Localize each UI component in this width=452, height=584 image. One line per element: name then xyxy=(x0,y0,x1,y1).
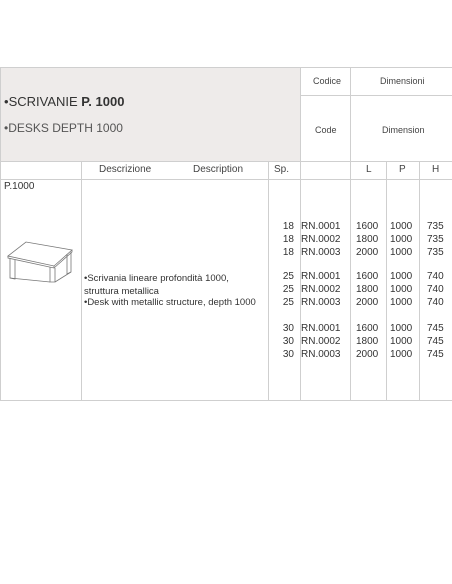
section-label: P.1000 xyxy=(4,181,35,192)
cell-code: RN.0002 xyxy=(301,284,341,295)
cell-sp: 30 xyxy=(282,349,294,360)
cell-sp: 18 xyxy=(282,234,294,245)
col-l: L xyxy=(366,164,372,175)
cell-sp: 18 xyxy=(282,221,294,232)
cell-code: RN.0003 xyxy=(301,297,341,308)
cell-p: 1000 xyxy=(390,234,413,245)
cell-p: 1000 xyxy=(390,284,413,295)
cell-code: RN.0001 xyxy=(301,221,341,232)
cell-l: 2000 xyxy=(356,247,379,258)
cell-l: 1600 xyxy=(356,323,379,334)
cell-l: 1800 xyxy=(356,336,379,347)
cell-l: 1800 xyxy=(356,284,379,295)
cell-code: RN.0003 xyxy=(301,247,341,258)
cell-sp: 30 xyxy=(282,336,294,347)
col-p: P xyxy=(399,164,406,175)
cell-h: 745 xyxy=(427,323,444,334)
cell-sp: 18 xyxy=(282,247,294,258)
cell-h: 740 xyxy=(427,284,444,295)
cell-l: 1800 xyxy=(356,234,379,245)
col-descrizione: Descrizione xyxy=(99,164,152,175)
cell-h: 740 xyxy=(427,297,444,308)
rule-colhead-bottom xyxy=(0,179,452,180)
rule-v-desc xyxy=(81,161,82,401)
rule-v-p xyxy=(386,161,387,401)
cell-l: 1600 xyxy=(356,221,379,232)
rule-v-h xyxy=(419,161,420,401)
cell-sp: 25 xyxy=(282,271,294,282)
codice-label: Codice xyxy=(313,76,342,86)
cell-code: RN.0003 xyxy=(301,349,341,360)
cell-sp: 25 xyxy=(282,284,294,295)
cell-h: 735 xyxy=(427,247,444,258)
dimensioni-label: Dimensioni xyxy=(380,76,425,86)
cell-h: 735 xyxy=(427,234,444,245)
cell-l: 2000 xyxy=(356,297,379,308)
rule-top xyxy=(0,67,452,68)
cell-code: RN.0001 xyxy=(301,271,341,282)
col-h: H xyxy=(432,164,440,175)
title-english: •DESKS DEPTH 1000 xyxy=(4,121,123,135)
cell-code: RN.0002 xyxy=(301,336,341,347)
rule-v-dims xyxy=(350,67,351,401)
cell-p: 1000 xyxy=(390,221,413,232)
cell-code: RN.0001 xyxy=(301,323,341,334)
cell-h: 745 xyxy=(427,336,444,347)
header-block xyxy=(0,67,300,161)
cell-l: 2000 xyxy=(356,349,379,360)
rule-header-bottom xyxy=(0,161,452,162)
cell-p: 1000 xyxy=(390,297,413,308)
rule-bottom xyxy=(0,400,452,401)
col-sp: Sp. xyxy=(274,164,290,175)
description-italian: •Scrivania lineare profondità 1000, struttura metallica xyxy=(84,273,229,297)
cell-code: RN.0002 xyxy=(301,234,341,245)
rule-header-mid xyxy=(300,95,452,96)
col-description: Description xyxy=(193,164,244,175)
cell-l: 1600 xyxy=(356,271,379,282)
cell-sp: 30 xyxy=(282,323,294,334)
cell-h: 740 xyxy=(427,271,444,282)
description-english: •Desk with metallic structure, depth 1000 xyxy=(84,297,256,308)
code-label: Code xyxy=(315,125,337,135)
cell-p: 1000 xyxy=(390,247,413,258)
cell-p: 1000 xyxy=(390,349,413,360)
cell-p: 1000 xyxy=(390,323,413,334)
cell-p: 1000 xyxy=(390,336,413,347)
rule-left xyxy=(0,67,1,401)
cell-h: 735 xyxy=(427,221,444,232)
dimension-label: Dimension xyxy=(382,125,425,135)
cell-sp: 25 xyxy=(282,297,294,308)
title-italian: •SCRIVANIE P. 1000 xyxy=(4,94,125,109)
desk-drawing-icon xyxy=(6,220,74,284)
cell-h: 745 xyxy=(427,349,444,360)
cell-p: 1000 xyxy=(390,271,413,282)
